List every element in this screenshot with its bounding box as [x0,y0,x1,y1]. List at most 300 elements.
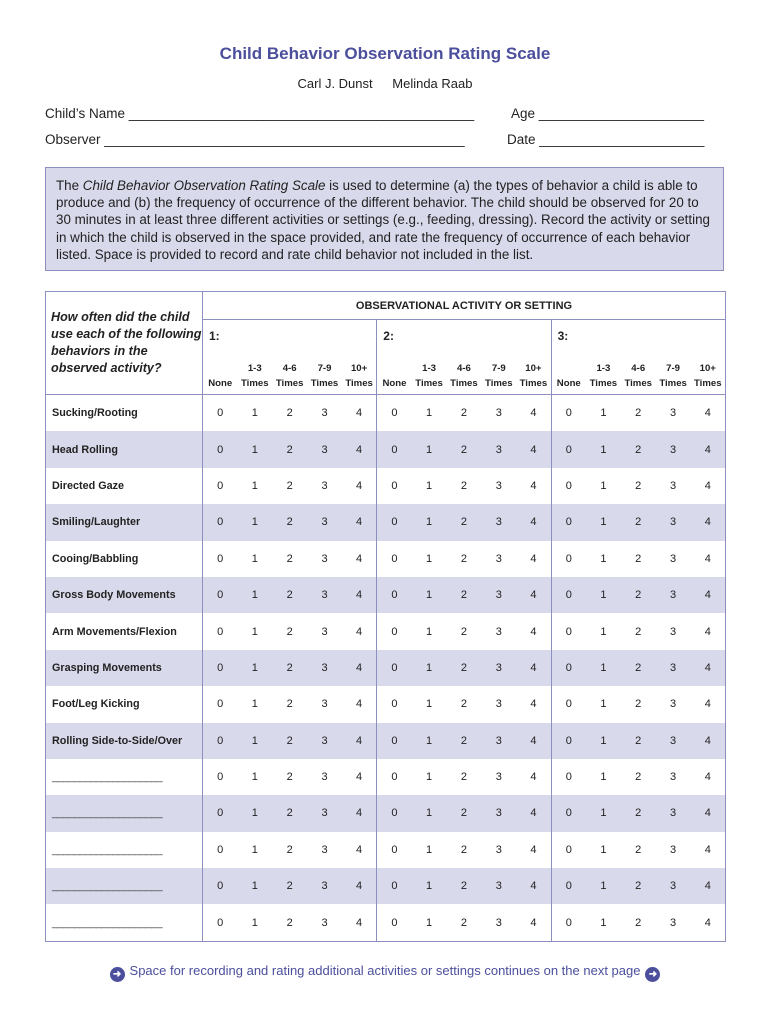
behavior-label [46,431,203,467]
rating-option[interactable]: 2 [635,771,642,784]
frequency-range: 1-3 [596,363,611,374]
rating-option[interactable]: 2 [621,723,656,759]
rating-option[interactable]: 1 [426,552,433,565]
behavior-blank-field[interactable]: ____________________ [52,771,163,784]
rating-option[interactable]: 0 [565,771,572,784]
rating-option[interactable]: 3 [670,479,677,492]
frequency-unit: Times [310,378,339,389]
rating-option[interactable]: 4 [516,613,551,649]
behavior-name: Rolling Side-to-Side/Over [52,734,183,747]
frequency-unit: None [382,378,407,389]
rating-option[interactable]: 4 [516,504,551,540]
rating-option[interactable]: 0 [391,552,398,565]
rating-option[interactable]: 3 [307,795,342,831]
rating-option[interactable]: 2 [272,431,307,467]
age-field[interactable]: Age ______________________ [511,106,704,121]
rating-option[interactable]: 1 [251,771,258,784]
frequency-column-header [551,351,586,395]
rating-option[interactable]: 2 [635,843,642,856]
behavior-name: Grasping Movements [52,661,162,674]
rating-option[interactable]: 2 [447,868,482,904]
rating-option[interactable]: 0 [203,650,238,686]
rating-option[interactable]: 2 [286,698,293,711]
behavior-row [46,577,726,613]
rating-option[interactable]: 2 [447,431,482,467]
rating-option[interactable]: 1 [586,904,621,941]
rating-option[interactable]: 0 [565,625,572,638]
rating-option[interactable]: 0 [565,698,572,711]
activity-label-1[interactable]: 1: [203,320,377,352]
rating-option[interactable]: 1 [586,723,621,759]
rating-option[interactable]: 3 [321,552,328,565]
rating-option[interactable]: 4 [342,504,377,540]
rating-option[interactable]: 3 [495,843,502,856]
frequency-range [377,361,411,376]
rating-option[interactable]: 2 [621,795,656,831]
behavior-label [46,541,203,577]
rating-option[interactable]: 2 [460,552,467,565]
rating-option[interactable]: 1 [412,650,447,686]
rating-option[interactable]: 1 [251,552,258,565]
rating-option[interactable]: 4 [516,395,551,432]
rating-option[interactable]: 4 [516,832,551,868]
rating-option[interactable]: 0 [217,698,224,711]
rating-option[interactable]: 4 [691,541,726,577]
rating-option[interactable]: 0 [551,795,586,831]
rating-option[interactable]: 3 [307,723,342,759]
frequency-unit: Times [275,378,304,389]
rating-option[interactable]: 2 [460,407,467,420]
rating-option[interactable]: 3 [656,431,691,467]
behavior-label [46,504,203,540]
rating-option[interactable]: 1 [237,577,272,613]
frequency-range: 4-6 [457,363,471,374]
frequency-unit: None [208,378,233,389]
author-2: Melinda Raab [392,76,473,91]
rating-option[interactable]: 1 [426,407,433,420]
rating-option[interactable]: 4 [516,759,551,795]
rating-option[interactable]: 0 [203,723,238,759]
rating-option[interactable]: 2 [286,843,293,856]
rating-option[interactable]: 1 [600,843,607,856]
behavior-row [46,759,726,795]
rating-option[interactable]: 1 [251,698,258,711]
rating-option[interactable]: 2 [272,723,307,759]
rating-option[interactable]: 2 [286,407,293,420]
rating-option[interactable]: 4 [342,650,377,686]
behavior-label[interactable] [46,832,203,868]
rating-option[interactable]: 1 [237,904,272,941]
rating-option[interactable]: 0 [551,650,586,686]
rating-option[interactable]: 4 [342,686,377,722]
rating-option[interactable]: 2 [447,650,482,686]
rating-option[interactable]: 1 [412,904,447,941]
rating-option[interactable]: 0 [377,650,412,686]
circle-arrow-right-icon: ➜ [645,967,660,982]
rating-option[interactable]: 3 [481,650,516,686]
behavior-name: Foot/Leg Kicking [52,698,140,711]
rating-option[interactable]: 0 [377,795,412,831]
rating-option[interactable]: 1 [600,771,607,784]
rating-option[interactable]: 0 [391,407,398,420]
rating-option[interactable]: 3 [656,904,691,941]
rating-option[interactable]: 4 [342,723,377,759]
rating-option[interactable]: 1 [412,868,447,904]
rating-option[interactable]: 2 [460,479,467,492]
frequency-unit: Times [519,378,548,389]
rating-option[interactable]: 1 [251,625,258,638]
rating-option[interactable]: 4 [342,577,377,613]
rating-option[interactable]: 2 [635,479,642,492]
rating-option[interactable]: 0 [565,552,572,565]
rating-option[interactable]: 2 [272,795,307,831]
rating-option[interactable]: 3 [321,625,328,638]
rating-option[interactable]: 3 [495,552,502,565]
rating-option[interactable]: 4 [342,431,377,467]
rating-option[interactable]: 3 [495,407,502,420]
rating-option[interactable]: 0 [377,431,412,467]
footer-text: Space for recording and rating additional activities or settings continues on the next page [129,963,641,978]
rating-option[interactable]: 4 [691,723,726,759]
rating-option[interactable]: 0 [203,577,238,613]
rating-option[interactable]: 4 [516,795,551,831]
rating-option[interactable]: 2 [621,868,656,904]
rating-option[interactable]: 4 [516,650,551,686]
rating-option[interactable]: 4 [691,759,726,795]
rating-option[interactable]: 0 [203,795,238,831]
date-field[interactable]: Date ______________________ [507,132,705,147]
rating-option[interactable]: 4 [691,904,726,941]
rating-option[interactable]: 4 [691,795,726,831]
rating-option[interactable]: 0 [391,843,398,856]
rating-option[interactable]: 0 [217,479,224,492]
rating-option[interactable]: 3 [307,431,342,467]
frequency-range: 7-9 [491,363,506,374]
rating-option[interactable]: 3 [307,577,342,613]
rating-option[interactable]: 1 [251,479,258,492]
rating-option[interactable]: 1 [237,431,272,467]
rating-option[interactable]: 2 [635,625,642,638]
rating-option[interactable]: 1 [586,868,621,904]
rating-option[interactable]: 0 [551,904,586,941]
rating-option[interactable]: 3 [656,868,691,904]
frequency-column-header [237,351,272,395]
rating-option[interactable]: 4 [342,795,377,831]
rating-option[interactable]: 0 [391,625,398,638]
rating-option[interactable]: 3 [670,552,677,565]
behavior-label[interactable] [46,868,203,904]
rating-option[interactable]: 2 [286,479,293,492]
rating-option[interactable]: 3 [670,698,677,711]
rating-option[interactable]: 1 [412,504,447,540]
rating-option[interactable]: 0 [377,904,412,941]
behavior-row [46,431,726,467]
rating-option[interactable]: 4 [342,904,377,941]
rating-option[interactable]: 2 [272,504,307,540]
rating-option[interactable]: 2 [286,552,293,565]
behavior-name: Sucking/Rooting [52,407,138,420]
rating-option[interactable]: 1 [426,771,433,784]
rating-option[interactable]: 3 [481,868,516,904]
rating-option[interactable]: 4 [516,686,551,722]
frequency-range: 10+ [525,363,542,374]
rating-option[interactable]: 1 [412,723,447,759]
rating-option[interactable]: 0 [217,771,224,784]
rating-option[interactable]: 0 [565,843,572,856]
rating-option[interactable]: 1 [237,868,272,904]
rating-option[interactable]: 3 [495,625,502,638]
instructions-box [45,167,724,271]
activity-label-2[interactable]: 2: [377,320,551,352]
rating-option[interactable]: 0 [217,625,224,638]
rating-option[interactable]: 1 [237,650,272,686]
behavior-label [46,650,203,686]
rating-option[interactable]: 1 [426,479,433,492]
rating-option[interactable]: 0 [217,407,224,420]
behavior-blank-field[interactable]: ____________________ [52,843,163,856]
rating-option[interactable]: 2 [621,904,656,941]
rating-option[interactable]: 4 [691,504,726,540]
frequency-unit: Times [589,378,618,389]
rating-option[interactable]: 0 [551,431,586,467]
rating-option[interactable]: 4 [342,468,377,504]
rating-option[interactable]: 2 [460,771,467,784]
rating-option[interactable]: 1 [600,698,607,711]
frequency-unit: Times [415,378,443,389]
rating-option[interactable]: 0 [551,504,586,540]
rating-option[interactable]: 4 [516,723,551,759]
frequency-column-header [656,351,691,395]
rating-option[interactable]: 1 [600,407,607,420]
rating-option[interactable]: 3 [481,904,516,941]
rating-option[interactable]: 0 [377,504,412,540]
rating-option[interactable]: 2 [272,904,307,941]
rating-option[interactable]: 4 [691,686,726,722]
rating-option[interactable]: 0 [217,843,224,856]
rating-option[interactable]: 4 [516,431,551,467]
activity-label-3[interactable]: 3: [551,320,725,352]
rating-option[interactable]: 3 [481,504,516,540]
rating-option[interactable]: 2 [286,625,293,638]
rating-option[interactable]: 4 [691,431,726,467]
rating-option[interactable]: 0 [391,771,398,784]
frequency-column-header [691,351,726,395]
rating-option[interactable]: 3 [321,698,328,711]
rating-option[interactable]: 2 [272,868,307,904]
rating-option[interactable]: 4 [342,868,377,904]
rating-option[interactable]: 1 [251,407,258,420]
rating-option[interactable]: 3 [656,504,691,540]
rating-option[interactable]: 4 [342,759,377,795]
rating-option[interactable]: 3 [321,771,328,784]
rating-option[interactable]: 1 [426,843,433,856]
behavior-label[interactable] [46,904,203,941]
rating-option[interactable]: 3 [495,771,502,784]
behavior-label[interactable] [46,795,203,831]
rating-option[interactable]: 4 [691,868,726,904]
frequency-column-header [447,351,482,395]
rating-option[interactable]: 3 [670,407,677,420]
rating-option[interactable]: 2 [447,723,482,759]
rating-option[interactable]: 1 [586,431,621,467]
frequency-unit: None [556,378,581,389]
rating-option[interactable]: 4 [691,832,726,868]
rating-option[interactable]: 3 [307,650,342,686]
rating-option[interactable]: 1 [412,795,447,831]
rating-option[interactable]: 0 [203,904,238,941]
rating-option[interactable]: 3 [656,795,691,831]
behavior-name: Arm Movements/Flexion [52,625,177,638]
rating-option[interactable]: 3 [481,431,516,467]
rating-option[interactable]: 1 [237,504,272,540]
rating-option[interactable]: 2 [447,795,482,831]
rating-option[interactable]: 4 [516,868,551,904]
rating-option[interactable]: 3 [481,723,516,759]
rating-option[interactable]: 0 [203,504,238,540]
rating-table [45,291,726,942]
frequency-range: 4-6 [631,363,646,374]
rating-option[interactable]: 1 [600,479,607,492]
form-title: Child Behavior Observation Rating Scale [219,44,551,63]
rating-option[interactable]: 3 [321,407,328,420]
rating-option[interactable]: 3 [307,868,342,904]
rating-option[interactable]: 3 [670,771,677,784]
rating-option[interactable]: 2 [621,504,656,540]
rating-option[interactable]: 4 [516,468,551,504]
frequency-unit: Times [485,378,513,389]
rating-option[interactable]: 1 [251,843,258,856]
rating-option[interactable]: 1 [237,795,272,831]
observer-field[interactable]: Observer ________________________________________________ [45,132,465,147]
rating-option[interactable]: 2 [272,650,307,686]
rating-option[interactable]: 2 [460,625,467,638]
rating-option[interactable]: 2 [286,771,293,784]
child-name-field[interactable]: Child’s Name ______________________________________________ [45,106,475,121]
rating-option[interactable]: 4 [691,577,726,613]
rating-option[interactable]: 4 [691,650,726,686]
rating-option[interactable]: 1 [600,552,607,565]
rating-option[interactable]: 4 [516,577,551,613]
rating-option[interactable]: 0 [565,407,572,420]
frequency-range: 1-3 [247,363,262,374]
rating-option[interactable]: 1 [586,577,621,613]
behavior-row [46,868,726,904]
rating-option[interactable]: 2 [635,407,642,420]
rating-option[interactable]: 3 [321,479,328,492]
frequency-range: 7-9 [317,363,332,374]
rating-option[interactable]: 0 [203,431,238,467]
rating-option[interactable]: 1 [426,625,433,638]
behavior-label[interactable] [46,759,203,795]
rating-option[interactable]: 1 [426,698,433,711]
rating-option[interactable]: 2 [635,552,642,565]
rating-option[interactable]: 2 [635,698,642,711]
rating-option[interactable]: 3 [307,904,342,941]
rating-option[interactable]: 4 [342,541,377,577]
rating-option[interactable]: 3 [481,577,516,613]
rating-option[interactable]: 4 [691,613,726,649]
rating-option[interactable]: 3 [656,723,691,759]
rating-option[interactable]: 4 [691,468,726,504]
rating-option[interactable]: 0 [203,868,238,904]
rating-option[interactable]: 3 [670,843,677,856]
rating-option[interactable]: 3 [321,843,328,856]
rating-option[interactable]: 3 [670,625,677,638]
rating-option[interactable]: 3 [481,795,516,831]
behavior-label [46,577,203,613]
frequency-range: 10+ [699,363,716,374]
rating-option[interactable]: 0 [391,479,398,492]
behavior-name: Cooing/Babbling [52,552,139,565]
rating-option[interactable]: 2 [621,577,656,613]
rating-option[interactable]: 3 [495,479,502,492]
behavior-row [46,723,726,759]
circle-arrow-right-icon: ➜ [110,967,125,982]
rating-option[interactable]: 4 [516,541,551,577]
rating-option[interactable]: 0 [377,723,412,759]
rating-option[interactable]: 2 [447,577,482,613]
rating-option[interactable]: 1 [600,625,607,638]
rating-option[interactable]: 1 [412,431,447,467]
rating-option[interactable]: 2 [447,904,482,941]
rating-option[interactable]: 1 [586,504,621,540]
rating-option[interactable]: 2 [460,843,467,856]
rating-option[interactable]: 0 [551,723,586,759]
rating-option[interactable]: 3 [307,504,342,540]
frequency-column-header [412,351,447,395]
rating-option[interactable]: 0 [217,552,224,565]
rating-option[interactable]: 1 [586,795,621,831]
rating-option[interactable]: 0 [551,577,586,613]
rating-option[interactable]: 0 [391,698,398,711]
behavior-blank-field[interactable]: ____________________ [52,916,163,929]
rating-option[interactable]: 1 [412,577,447,613]
frequency-column-header [516,351,551,395]
intro-text-start: The [56,178,83,193]
behavior-row [46,395,726,432]
rating-option[interactable]: 4 [342,613,377,649]
rating-option[interactable]: 4 [516,904,551,941]
rating-option[interactable]: 3 [656,577,691,613]
rating-option[interactable]: 4 [691,395,726,432]
frequency-column-header [586,351,621,395]
behavior-row [46,650,726,686]
footer-note [0,963,770,982]
behavior-name: Smiling/Laughter [52,516,141,529]
rating-option[interactable]: 1 [586,650,621,686]
rating-option[interactable]: 4 [342,832,377,868]
rating-option[interactable]: 0 [377,577,412,613]
behavior-row [46,504,726,540]
frequency-range: 10+ [350,363,368,374]
rating-option[interactable]: 4 [342,395,377,432]
rating-option[interactable]: 2 [272,577,307,613]
rating-option[interactable]: 0 [551,868,586,904]
behavior-blank-field[interactable]: ____________________ [52,880,163,893]
rating-option[interactable]: 2 [621,650,656,686]
author-1: Carl J. Dunst [297,76,373,91]
rating-option[interactable]: 0 [377,868,412,904]
rating-option[interactable]: 3 [656,650,691,686]
rating-option[interactable]: 0 [565,479,572,492]
frequency-range: 4-6 [282,363,297,374]
rating-option[interactable]: 2 [447,504,482,540]
rating-option[interactable]: 3 [495,698,502,711]
rating-option[interactable]: 2 [621,431,656,467]
behavior-blank-field[interactable]: ____________________ [52,807,163,820]
rating-option[interactable]: 1 [237,723,272,759]
rating-option[interactable]: 2 [460,698,467,711]
